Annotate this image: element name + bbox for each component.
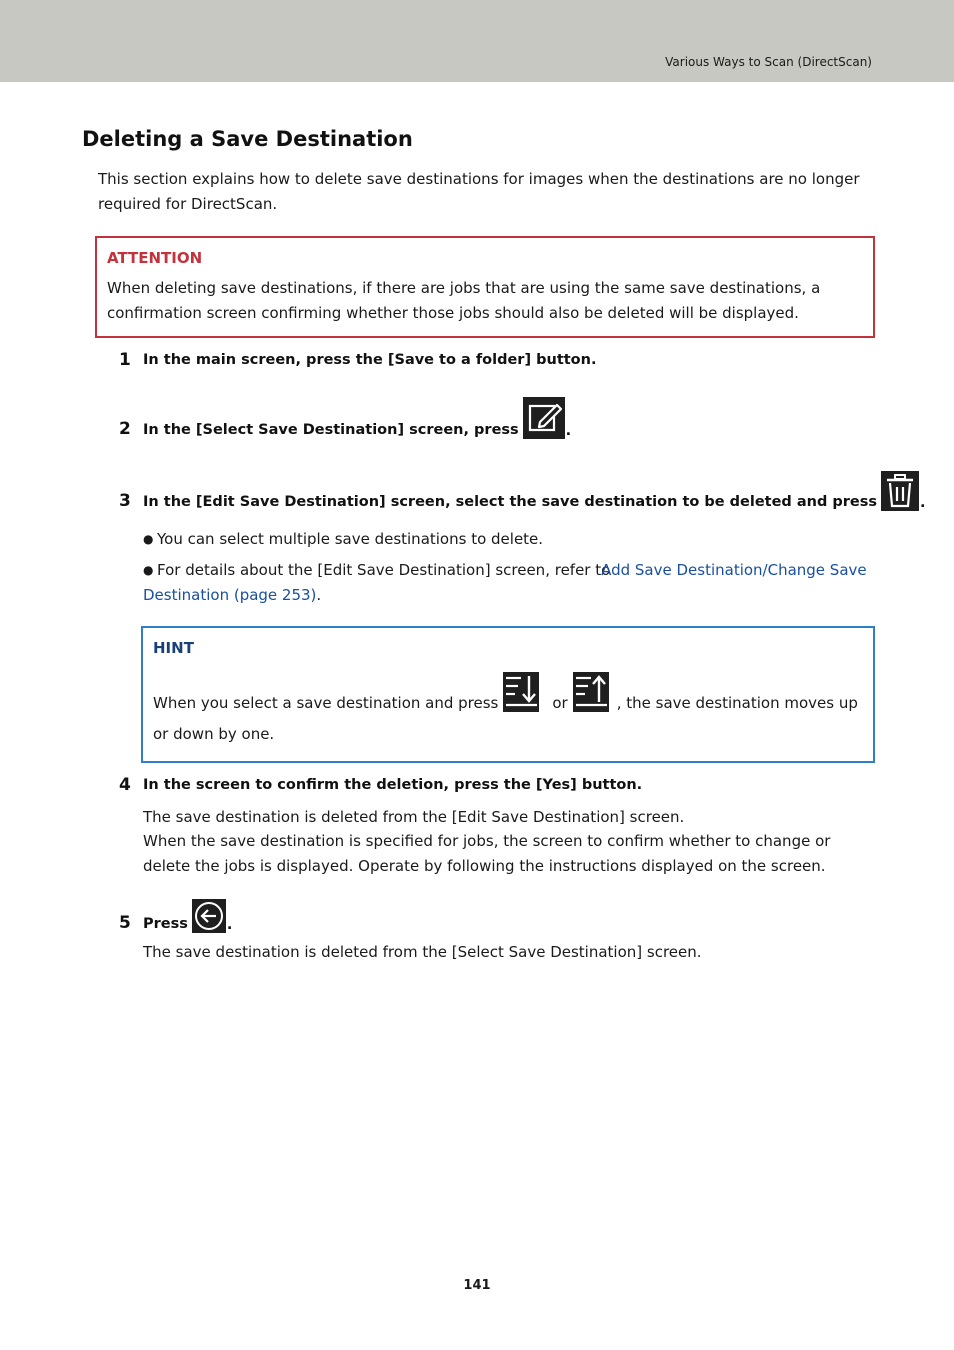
section-title: Deleting a Save Destination <box>82 127 413 151</box>
step-text-1: In the main screen, press the [Save to a folder] button. <box>143 352 597 368</box>
step-number-3: 3 <box>119 491 131 511</box>
hint-text-before: When you select a save destination and press <box>153 694 499 712</box>
step-number-2: 2 <box>119 419 131 439</box>
step-text-2 <box>143 395 571 439</box>
hint-line-2: or down by one. <box>153 725 275 743</box>
hint-heading: HINT <box>153 639 194 657</box>
move-down-icon <box>503 672 539 712</box>
edit-icon <box>523 397 565 439</box>
bullet-text-1: You can select multiple save destinations to delete. <box>157 530 544 548</box>
running-header-title: Various Ways to Scan (DirectScan) <box>665 55 872 69</box>
step-5-result: The save destination is deleted from the [Select Save Destination] screen. <box>143 943 702 961</box>
attention-text: When deleting save destinations, if there are jobs that are using the same save destinations, a confirmation screen confirming whether those jobs should also be deleted will be displayed. <box>107 279 821 322</box>
step-text-3-suffix: . <box>920 495 926 511</box>
step-text-5 <box>143 898 232 933</box>
attention-box <box>95 236 875 338</box>
step-text-2-label: In the [Select Save Destination] screen, press <box>143 422 519 438</box>
step-4-result-line-2: When the save destination is specified for jobs, the screen to confirm whether to change or delete the jobs is displayed. Operate by following the instructions displayed on the screen. <box>143 832 831 875</box>
bullet-dot-icon: ● <box>143 563 154 577</box>
step-text-4: In the screen to confirm the deletion, press the [Yes] button. <box>143 777 643 793</box>
step-text-3-label: In the [Edit Save Destination] screen, select the save destination to be deleted and press <box>143 494 878 510</box>
page-number: 141 <box>463 1278 491 1293</box>
step-number-1: 1 <box>119 350 131 370</box>
step-text-5-suffix: . <box>226 917 233 933</box>
bullet-item <box>143 558 873 607</box>
attention-heading: ATTENTION <box>107 249 203 267</box>
section-intro: This section explains how to delete save destinations for images when the destinations are no longer required for DirectScan. <box>98 170 860 213</box>
hint-text-after: , the save destination moves up <box>616 694 858 712</box>
bullet-text-2-suffix: . <box>316 585 322 604</box>
page-header-band <box>0 0 954 82</box>
step-number-5: 5 <box>119 913 131 933</box>
hint-line-1 <box>153 672 858 712</box>
hint-text-or: or <box>552 694 568 712</box>
cross-reference-link[interactable]: Add Save Destination/Change Save Destination (page 253) <box>143 561 867 604</box>
back-arrow-icon <box>192 899 226 933</box>
step-text-2-suffix: . <box>565 423 572 439</box>
hint-box <box>141 626 875 763</box>
step-4-result-line-1: The save destination is deleted from the [Edit Save Destination] screen. <box>143 808 685 826</box>
step-text-3 <box>143 469 926 511</box>
bullet-dot-icon: ● <box>143 532 154 546</box>
bullet-item <box>143 527 873 552</box>
trash-icon <box>881 471 919 511</box>
move-up-icon <box>573 672 609 712</box>
bullet-text-2-prefix: For details about the [Edit Save Destination] screen, refer to <box>157 561 616 579</box>
step-text-5-label: Press <box>143 916 188 932</box>
step-number-4: 4 <box>119 775 131 795</box>
